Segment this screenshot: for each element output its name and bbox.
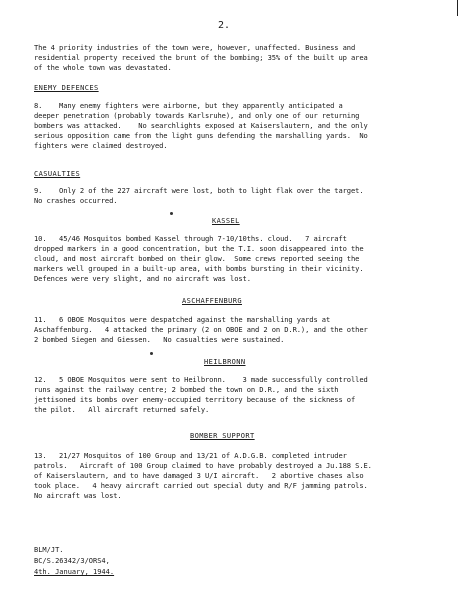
paragraph-enemy-defences: 8. Many enemy fighters were airborne, but they apparently anticipated a deeper penetration (probably towards Karlsruhe), and only one of our returning bombers was attacked. No searchlights exposed at Kaiserslautern, and the only serious opposition came from the light guns defending the marshalling yards. No fighters were claimed destroyed.	[34, 101, 368, 150]
intro-paragraph: The 4 priority industries of the town were, however, unaffected. Business and residential property received the brunt of the bombing; 35% of the built up area of the whole town was devastated.	[34, 43, 368, 72]
heading-aschaffenburg: ASCHAFFENBURG	[182, 297, 242, 305]
paragraph-kassel: 10. 45/46 Mosquitos bombed Kassel through 7-10/10ths. cloud. 7 aircraft dropped markers in a good concentration, but the T.I. soon disappeared into the cloud, and most aircraft bombed on their glow. Some crews reported seeing the markers well grouped in a built-up area, with bombs bursting in their vicinity. Defences were very slight, and no aircraft was lost.	[34, 234, 364, 283]
paragraph-casualties: 9. Only 2 of the 227 aircraft were lost, both to light flak over the target. No crashes occurred.	[34, 186, 364, 205]
reference-initials: BLM/JT.	[34, 546, 64, 554]
heading-bomber-support: BOMBER SUPPORT	[190, 432, 255, 440]
reference-file-number: BC/S.26342/3/ORS4,	[34, 557, 110, 565]
paragraph-heilbronn: 12. 5 OBOE Mosquitos were sent to Heilbronn. 3 made successfully controlled runs against the railway centre; 2 bombed the town on D.R., and the sixth jettisoned its bombs over enemy-occupied territory because of the sickness of the pilot. All aircraft returned safely.	[34, 375, 368, 414]
heading-heilbronn: HEILBRONN	[204, 358, 246, 366]
ink-speck	[170, 212, 173, 215]
ink-speck	[150, 352, 153, 355]
reference-date: 4th. January, 1944.	[34, 568, 115, 576]
heading-enemy-defences: ENEMY DEFENCES	[34, 84, 99, 92]
page-edge-mark	[457, 0, 458, 16]
paragraph-bomber-support: 13. 21/27 Mosquitos of 100 Group and 13/21 of A.D.G.B. completed intruder patrols. Aircraft of 100 Group claimed to have probably destroyed a Ju.188 S.E. of Kaiserslautern, and to have damaged 3 U/I aircraft. 2 abortive chases also took place. 4 heavy aircraft carried out special duty and R/F jamming patrols. No aircraft was lost.	[34, 451, 372, 500]
paragraph-aschaffenburg: 11. 6 OBOE Mosquitos were despatched against the marshalling yards at Aschaffenburg. 4 attacked the primary (2 on OBOE and 2 on D.R.), and the other 2 bombed Siegen and Giessen. No casualties were sustained.	[34, 315, 368, 344]
heading-casualties: CASUALTIES	[34, 170, 81, 178]
page-number: 2.	[218, 20, 231, 31]
heading-kassel: KASSEL	[212, 217, 240, 225]
